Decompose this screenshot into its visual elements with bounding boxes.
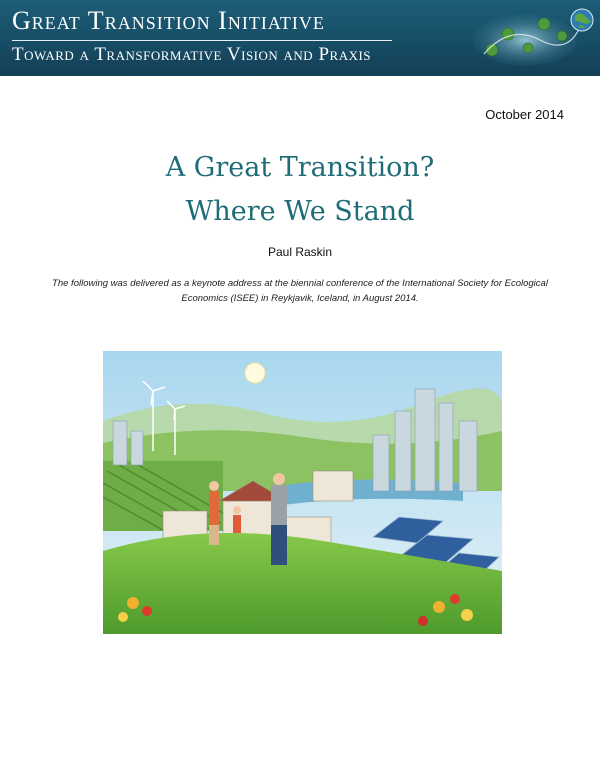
author-name: Paul Raskin (267, 245, 333, 259)
article-title-line-1: A Great Transition? (165, 152, 435, 183)
intro-text: The following was delivered as a keynote address at the biennial conference of the International Society for Ecological Economics (ISEE) in Reykjavik, Iceland, in August 2014. (52, 278, 548, 304)
banner-divider (12, 40, 392, 41)
publication-date: October 2014 (485, 107, 564, 122)
globe-icon (571, 9, 593, 31)
sun (245, 363, 265, 383)
site-subtitle: Toward a Transformative Vision and Praxis (12, 44, 372, 65)
article-title-line-2: Where We Stand (185, 196, 415, 227)
header-banner (0, 0, 600, 76)
sustainable-city-illustration (103, 351, 502, 634)
site-title[interactable]: Great Transition Initiative (12, 6, 325, 35)
globe-birds-logo (470, 4, 596, 72)
